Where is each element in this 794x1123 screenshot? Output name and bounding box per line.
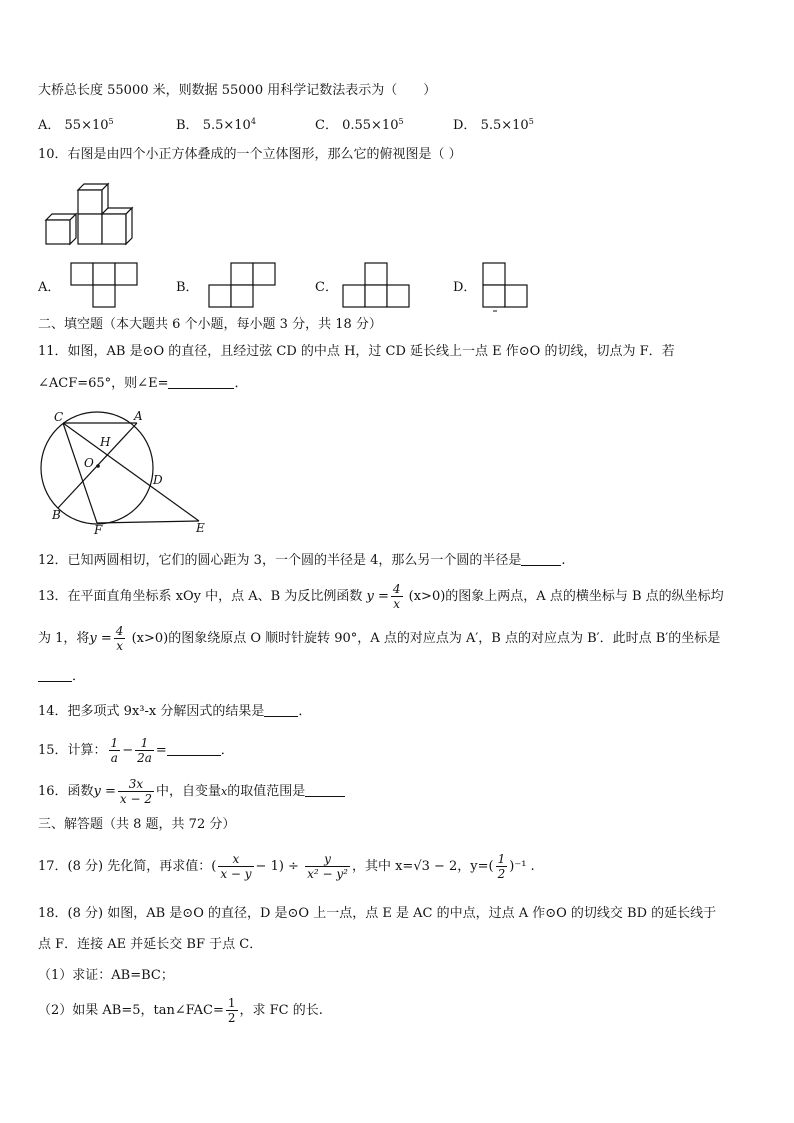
section-2-heading: 二、填空题（本大题共 6 个小题，每小题 3 分，共 18 分） — [38, 317, 382, 332]
q10-option-c-figure[interactable] — [342, 262, 414, 310]
q9-stem: 大桥总长度 55000 米，则数据 55000 用科学记数法表示为（ ） — [38, 83, 437, 98]
q11-answer-blank[interactable] — [168, 375, 234, 389]
q12-text: 12．已知两圆相切，它们的圆心距为 3，一个圆的半径是 4，那么另一个圆的半径是 . — [38, 553, 566, 568]
q11-label-h: H — [100, 435, 111, 449]
q16-text: 16．函数y = $\frac{3x}{x - 2}$ 中，自变量x的取值范围是 — [38, 775, 345, 809]
q18-sub2: （2）如果 AB=5，tan∠FAC= $\frac{1}{2}$ ，求 FC 的长. — [38, 996, 323, 1025]
q10-option-c[interactable]: C． — [315, 280, 338, 295]
q13-line3: ． — [38, 668, 85, 686]
q13-fraction-2: $\frac{4}{x}$ — [115, 624, 124, 653]
q17-text: 17．(8 分) 先化简，再求值：( $\frac{x}{x - y}$ − 1) ÷ $\frac{y}{\text{x² − y²}}$ ，其中 x=√3 − 2，y=( $\frac{1}{2}$ )⁻¹ . — [38, 852, 535, 881]
q18-line2: 点 F．连接 AE 并延长交 BF 于点 C． — [38, 937, 263, 952]
q11-circle-figure — [36, 406, 216, 536]
q13-answer-blank[interactable] — [38, 668, 72, 682]
q11-label-a: A — [134, 409, 143, 423]
q11-label-c: C — [54, 410, 64, 424]
q10-option-b-figure[interactable] — [208, 262, 280, 310]
q15-text: 15．计算： $\frac{1}{a}$ − $\frac{1}{2a}$ = ． — [38, 736, 234, 765]
q10-option-a[interactable]: A． — [38, 280, 61, 295]
q10-option-b[interactable]: B． — [176, 280, 199, 295]
q14-text: 14．把多项式 9x³-x 分解因式的结果是 ． — [38, 704, 312, 719]
q12-answer-blank[interactable] — [521, 552, 561, 566]
q15-answer-blank[interactable] — [167, 742, 221, 756]
q18-sub1: （1）求证：AB=BC； — [38, 968, 174, 983]
q10-3d-figure — [42, 180, 142, 250]
q16-answer-blank[interactable] — [305, 783, 345, 797]
q11-label-e: E — [196, 521, 205, 535]
q14-answer-blank[interactable] — [264, 703, 298, 717]
q11-line2: ∠ACF=65°，则∠E= ． — [38, 376, 248, 391]
q11-label-o: O — [84, 456, 94, 470]
q18-line1: 18．(8 分) 如图，AB 是⊙O 的直径，D 是⊙O 上一点，点 E 是 AC 的中点，过点 A 作⊙O 的切线交 BD 的延长线于 — [38, 906, 717, 921]
q10-option-d-figure[interactable] — [482, 262, 534, 314]
q9-option-b[interactable]: B． $5.5\times 10^4$ — [176, 117, 256, 133]
q9-option-a[interactable]: A． $55\times 10^5$ — [38, 117, 114, 133]
q10-option-a-figure[interactable] — [70, 262, 140, 310]
q11-label-b: B — [52, 508, 61, 522]
q10-option-d[interactable]: D． — [453, 280, 477, 295]
q10-stem: 10．右图是由四个小正方体叠成的一个立体图形，那么它的俯视图是（ ） — [38, 147, 462, 162]
q13-line2: 为 1，将y = $\frac{4}{x}$ (x>0)的图象绕原点 O 顺时针旋转 90°，A 点的对应点为 A′，B 点的对应点为 B′．此时点 B′的坐标是 — [38, 624, 721, 653]
q9-option-d[interactable]: D． $5.5\times 10^5$ — [453, 117, 534, 133]
q9-option-c[interactable]: C． $0.55\times 10^5$ — [315, 117, 404, 133]
q11-label-f: F — [94, 523, 103, 536]
section-3-heading: 三、解答题（共 8 题，共 72 分） — [38, 817, 236, 832]
q13-line1: 13．在平面直角坐标系 xOy 中，点 A、B 为反比例函数 y = $\frac{4}{x}$ (x>0)的图象上两点，A 点的横坐标与 B 点的纵坐标均 — [38, 582, 724, 611]
q11-label-d: D — [153, 473, 163, 487]
q13-fraction-1: $\frac{4}{x}$ — [392, 582, 401, 611]
q11-line1: 11．如图，AB 是⊙O 的直径，且经过弦 CD 的中点 H，过 CD 延长线上一点 E 作⊙O 的切线，切点为 F．若 — [38, 344, 675, 359]
